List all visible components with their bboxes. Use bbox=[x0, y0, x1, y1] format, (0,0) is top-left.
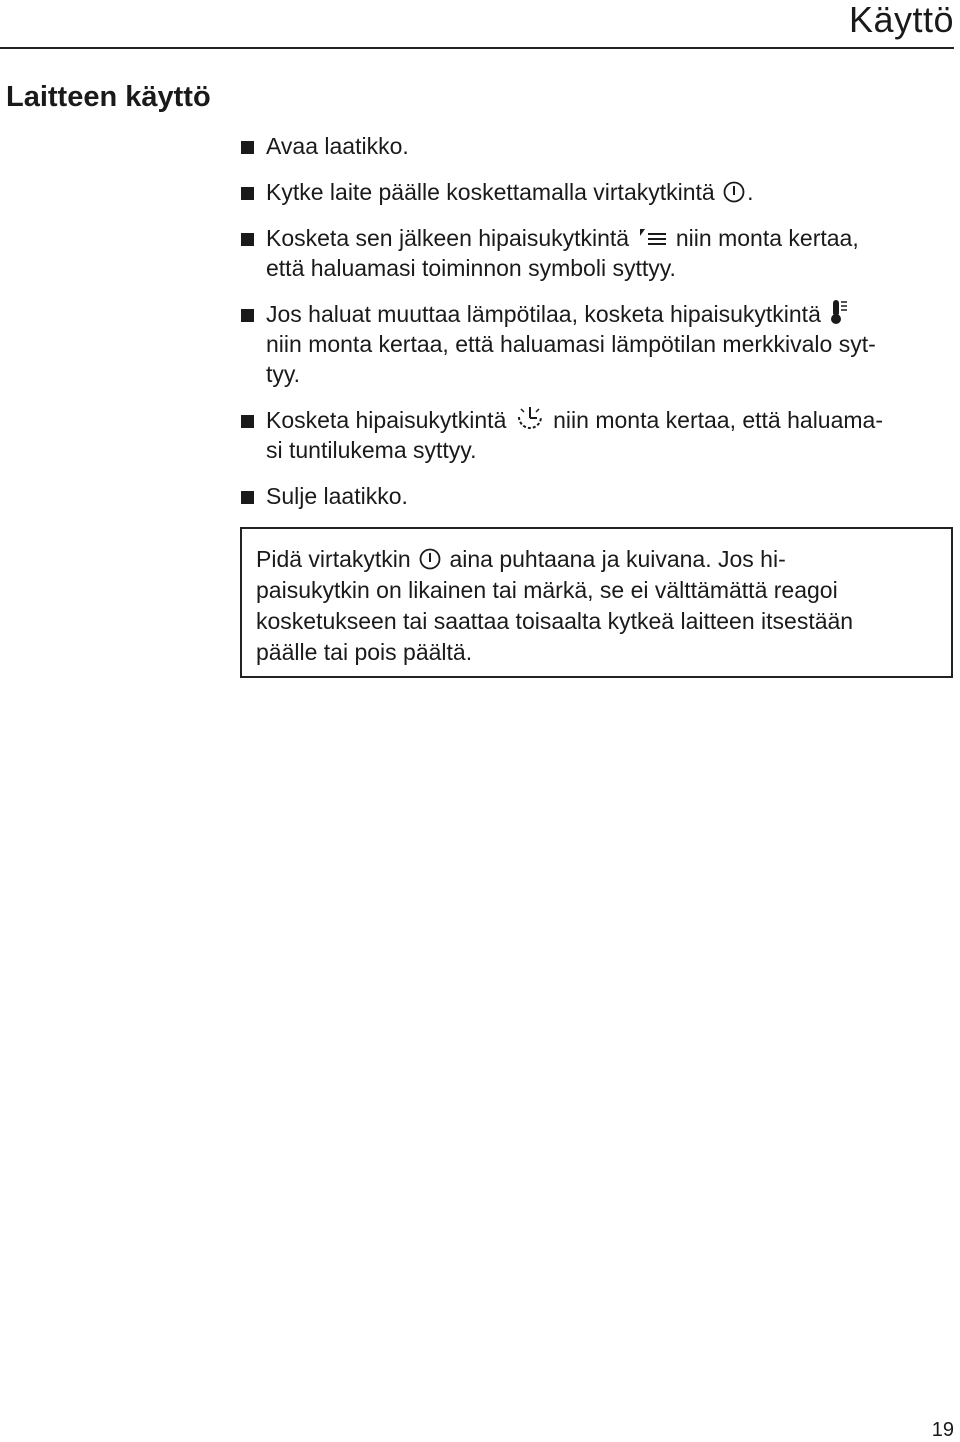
bullet-square bbox=[241, 491, 254, 504]
step-text-end: . bbox=[747, 179, 754, 205]
bullet-square bbox=[241, 187, 254, 200]
page-header-title: Käyttö bbox=[848, 0, 954, 40]
instruction-list bbox=[240, 131, 956, 527]
step-text-line2: si tuntilukema syttyy. bbox=[266, 437, 477, 463]
bullet-square bbox=[241, 141, 254, 154]
instruction-step-3 bbox=[240, 223, 956, 283]
step-text: Jos haluat muuttaa lämpötilaa, kosketa hipaisukytkintä bbox=[266, 301, 821, 327]
step-text-cont: niin monta kertaa, että haluama- bbox=[553, 407, 883, 433]
section-heading: Laitteen käyttö bbox=[6, 81, 211, 113]
instruction-step-6 bbox=[240, 481, 956, 511]
step-text-line2: että haluamasi toiminnon symboli syttyy. bbox=[266, 255, 676, 281]
step-text-cont: niin monta kertaa, bbox=[675, 225, 859, 251]
notice-box bbox=[240, 527, 953, 678]
header-divider bbox=[0, 47, 954, 49]
note-text-line3: kosketukseen tai saattaa toisaalta kytkeä laitteen itsestään bbox=[256, 608, 854, 634]
bullet-square bbox=[241, 309, 254, 322]
timer-icon bbox=[515, 405, 545, 431]
bullet-square bbox=[241, 415, 254, 428]
step-text-line2: niin monta kertaa, että haluamasi lämpötilan merkkivalo syt- bbox=[266, 331, 876, 357]
power-icon bbox=[723, 181, 745, 203]
power-icon bbox=[419, 548, 441, 570]
instruction-step-2 bbox=[240, 177, 956, 207]
step-text: Avaa laatikko. bbox=[266, 133, 409, 159]
temperature-icon bbox=[829, 299, 849, 325]
note-text: Pidä virtakytkin bbox=[256, 546, 411, 572]
step-text: Kosketa sen jälkeen hipaisukytkintä bbox=[266, 225, 630, 251]
bullet-square bbox=[241, 233, 254, 246]
instruction-step-5 bbox=[240, 405, 956, 465]
instruction-step-4 bbox=[240, 299, 956, 389]
step-text: Sulje laatikko. bbox=[266, 483, 408, 509]
step-text-line3: tyy. bbox=[266, 361, 301, 387]
instruction-step-1 bbox=[240, 131, 956, 161]
note-text-cont: aina puhtaana ja kuivana. Jos hi- bbox=[449, 546, 786, 572]
step-text: Kytke laite päälle koskettamalla virtakytkintä bbox=[266, 179, 715, 205]
page-number: 19 bbox=[931, 1419, 954, 1441]
step-text: Kosketa hipaisukytkintä bbox=[266, 407, 507, 433]
note-text-line4: päälle tai pois päältä. bbox=[256, 639, 473, 665]
note-text-line2: paisukytkin on likainen tai märkä, se ei välttämättä reagoi bbox=[256, 577, 838, 603]
function-select-icon bbox=[638, 227, 668, 249]
